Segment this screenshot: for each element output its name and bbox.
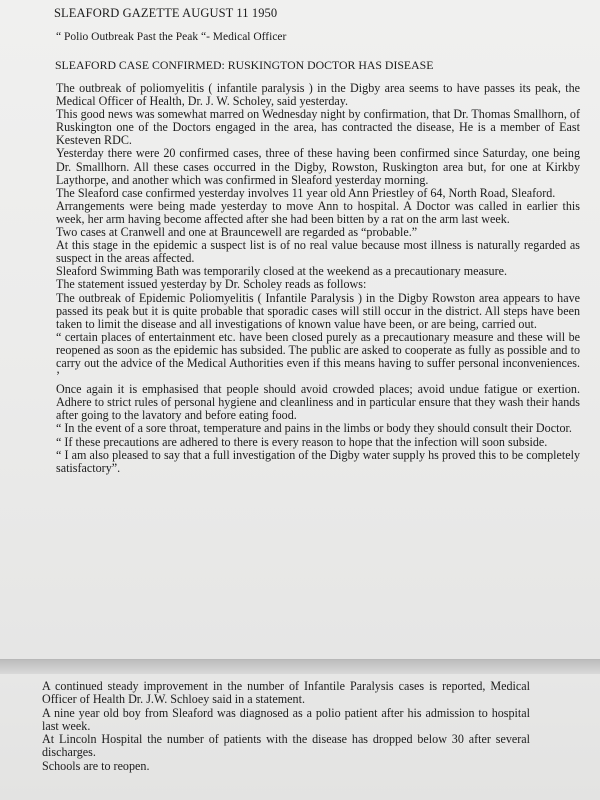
followup-paragraph: At Lincoln Hospital the number of patients with the disease has dropped below 30 after several discharges. <box>42 732 530 760</box>
article-paragraph: Arrangements were being made yesterday to move Ann to hospital. A Doctor was called in earlier this week, her arm having become affected after she had been bitten by a rat on the arm last week. <box>56 198 580 226</box>
followup-paragraph: Schools are to reopen. <box>42 758 150 773</box>
article-paragraph: Two cases at Cranwell and one at Brauncewell are regarded as “probable.” <box>56 225 418 240</box>
article-paragraph: Yesterday there were 20 confirmed cases, three of these having been confirmed since Saturday, one being Dr. Smallhorn. All these cases occurred in the Digby, Rowston, Ruskington area but, for one at Kirkby Laythorpe, and another which was confirmed in Sleaford yesterday morning. <box>56 146 580 187</box>
article-paragraph: “ I am also pleased to say that a full investigation of the Digby water supply hs proved this to be completely satisfactory”. <box>56 447 580 475</box>
article-paragraph: “ In the event of a sore throat, temperature and pains in the limbs or body they should consult their Doctor. <box>56 421 572 436</box>
article-paragraph: At this stage in the epidemic a suspect list is of no real value because most illness is naturally regarded as suspect in the areas affected. <box>56 238 580 266</box>
article-paragraph: “ If these precautions are adhered to there is every reason to hope that the infection will soon subside. <box>56 434 548 449</box>
followup-paragraph: A nine year old boy from Sleaford was diagnosed as a polio patient after his admission to hospital last week. <box>42 705 530 733</box>
article-paragraph: The outbreak of Epidemic Poliomyelitis ( Infantile Paralysis ) in the Digby Rowston area appears to have passed its peak but it is quite probable that sporadic cases will still occur in the district. All steps have been taken to limit the disease and all investigations of known value have been, or are being, carried out. <box>56 290 580 331</box>
article-body <box>56 82 580 475</box>
subheadline: “ Polio Outbreak Past the Peak “- Medical Officer <box>56 31 287 43</box>
article-paragraph: The Sleaford case confirmed yesterday involves 11 year old Ann Priestley of 64, North Road, Sleaford. <box>56 185 556 200</box>
article-paragraph: The statement issued yesterday by Dr. Scholey reads as follows: <box>56 277 367 292</box>
article-paragraph: “ certain places of entertainment etc. have been closed purely as a precautionary measure and these will be reopened as soon as the epidemic has subsided. The public are asked to cooperate as fully as possible and to carry out the advice of the Medical Authorities even if this means having to suffer personal inconveniences. ’ <box>56 329 580 384</box>
article-paragraph: Sleaford Swimming Bath was temporarily closed at the weekend as a precautionary measure. <box>56 264 508 279</box>
lower-page <box>0 674 600 800</box>
newspaper-masthead: SLEAFORD GAZETTE AUGUST 11 1950 <box>54 6 278 20</box>
article-paragraph: The outbreak of poliomyelitis ( infantile paralysis ) in the Digby area seems to have passes its peak, the Medical Officer of Health, Dr. J. W. Scholey, said yesterday. <box>56 81 580 109</box>
article-headline: SLEAFORD CASE CONFIRMED: RUSKINGTON DOCTOR HAS DISEASE <box>55 58 434 72</box>
followup-article-body <box>42 680 530 773</box>
article-paragraph: This good news was somewhat marred on Wednesday night by confirmation, that Dr. Thomas Smallhorn, of Ruskington one of the Doctors engaged in the area, has contracted the disease, He is a member of East Kesteven RDC. <box>56 107 580 148</box>
followup-paragraph: A continued steady improvement in the number of Infantile Paralysis cases is reported, Medical Officer of Health Dr. J.W. Schloey said in a statement. <box>42 679 530 707</box>
article-paragraph: Once again it is emphasised that people should avoid crowded places; avoid undue fatigue or exertion. Adhere to strict rules of personal hygiene and cleanliness and in particular ensure that they wash their hands after going to the lavatory and before eating food. <box>56 382 580 423</box>
page-fold-shadow <box>0 660 600 674</box>
